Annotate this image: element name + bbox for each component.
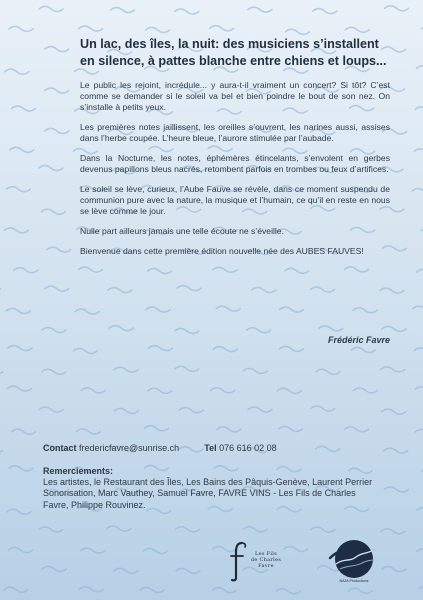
naja-logo-text: NAJA Productions (339, 579, 369, 583)
tel-number: 076 616 02 08 (219, 443, 277, 453)
paragraph: Bienvenue dans cette première édition nouvelle née des AUBES FAUVES! (80, 246, 364, 256)
fils-logo-line: Favre (258, 562, 274, 569)
paragraph: Les premières notes jaillissent, les oreilles s’ouvrent, les narines aussi, assises dans l’herbe coupée. L’heure bleue, l’aurore stimulée par l’aubade. (80, 122, 390, 143)
signature: Frédéric Favre (327, 335, 390, 345)
naja-emblem-icon (328, 538, 380, 580)
paragraph: Le public les rejoint, incrédule... y aura-t-il vraiment un concert? Si tôt? C’est comme se demander si le soleil va bel et bien poindre le bout de son nez. On s’installe à petits yeux. (80, 80, 390, 112)
acknowledgements-text: Les artistes, le Restaurant des Îles, Les Bains des Pâquis-Genève, Laurent Perrier Sonorisation, Marc Vauthey, Samuel Favre, FAVRE VINS - Les Fils de Charles Favre, Philippe Rouvinez. (43, 477, 373, 510)
paragraph: Le soleil se lève, curieux, l’Aube Fauve se révèle, dans ce moment suspendu de communion pure avec la nature, la musique et l’humain, ce qu’il en reste en nous se lève comme le jour. (80, 184, 390, 216)
paragraph: Nulle part ailleurs jamais une telle écoute ne s’éveille. (80, 226, 284, 236)
les-fils-de-charles-favre-logo (228, 540, 288, 580)
acknowledgements-title: Remerciements: (43, 466, 114, 476)
contact-line (43, 443, 277, 453)
naja-productions-logo (328, 538, 380, 588)
contact-email: fredericfavre@sunrise.ch (79, 443, 180, 453)
intro-heading: Un lac, des îles, la nuit: des musiciens s’installent en silence, à pattes blanche entre chiens et loups... (80, 37, 387, 68)
contact-label: Contact (43, 443, 77, 453)
fils-logo-text (244, 552, 288, 569)
tel-label: Tel (204, 443, 217, 453)
body-text (80, 80, 390, 266)
acknowledgements (43, 466, 383, 511)
fils-logo-line: de Charles (250, 556, 282, 563)
fils-logo-line: Les Fils (254, 551, 278, 557)
paragraph: Dans la Nocturne, les notes, éphémères étincelants, s’envolent en gerbes devenus papillons bleus nacrés, retombent parfois en trombes ou feux d’artifices. (80, 153, 390, 174)
